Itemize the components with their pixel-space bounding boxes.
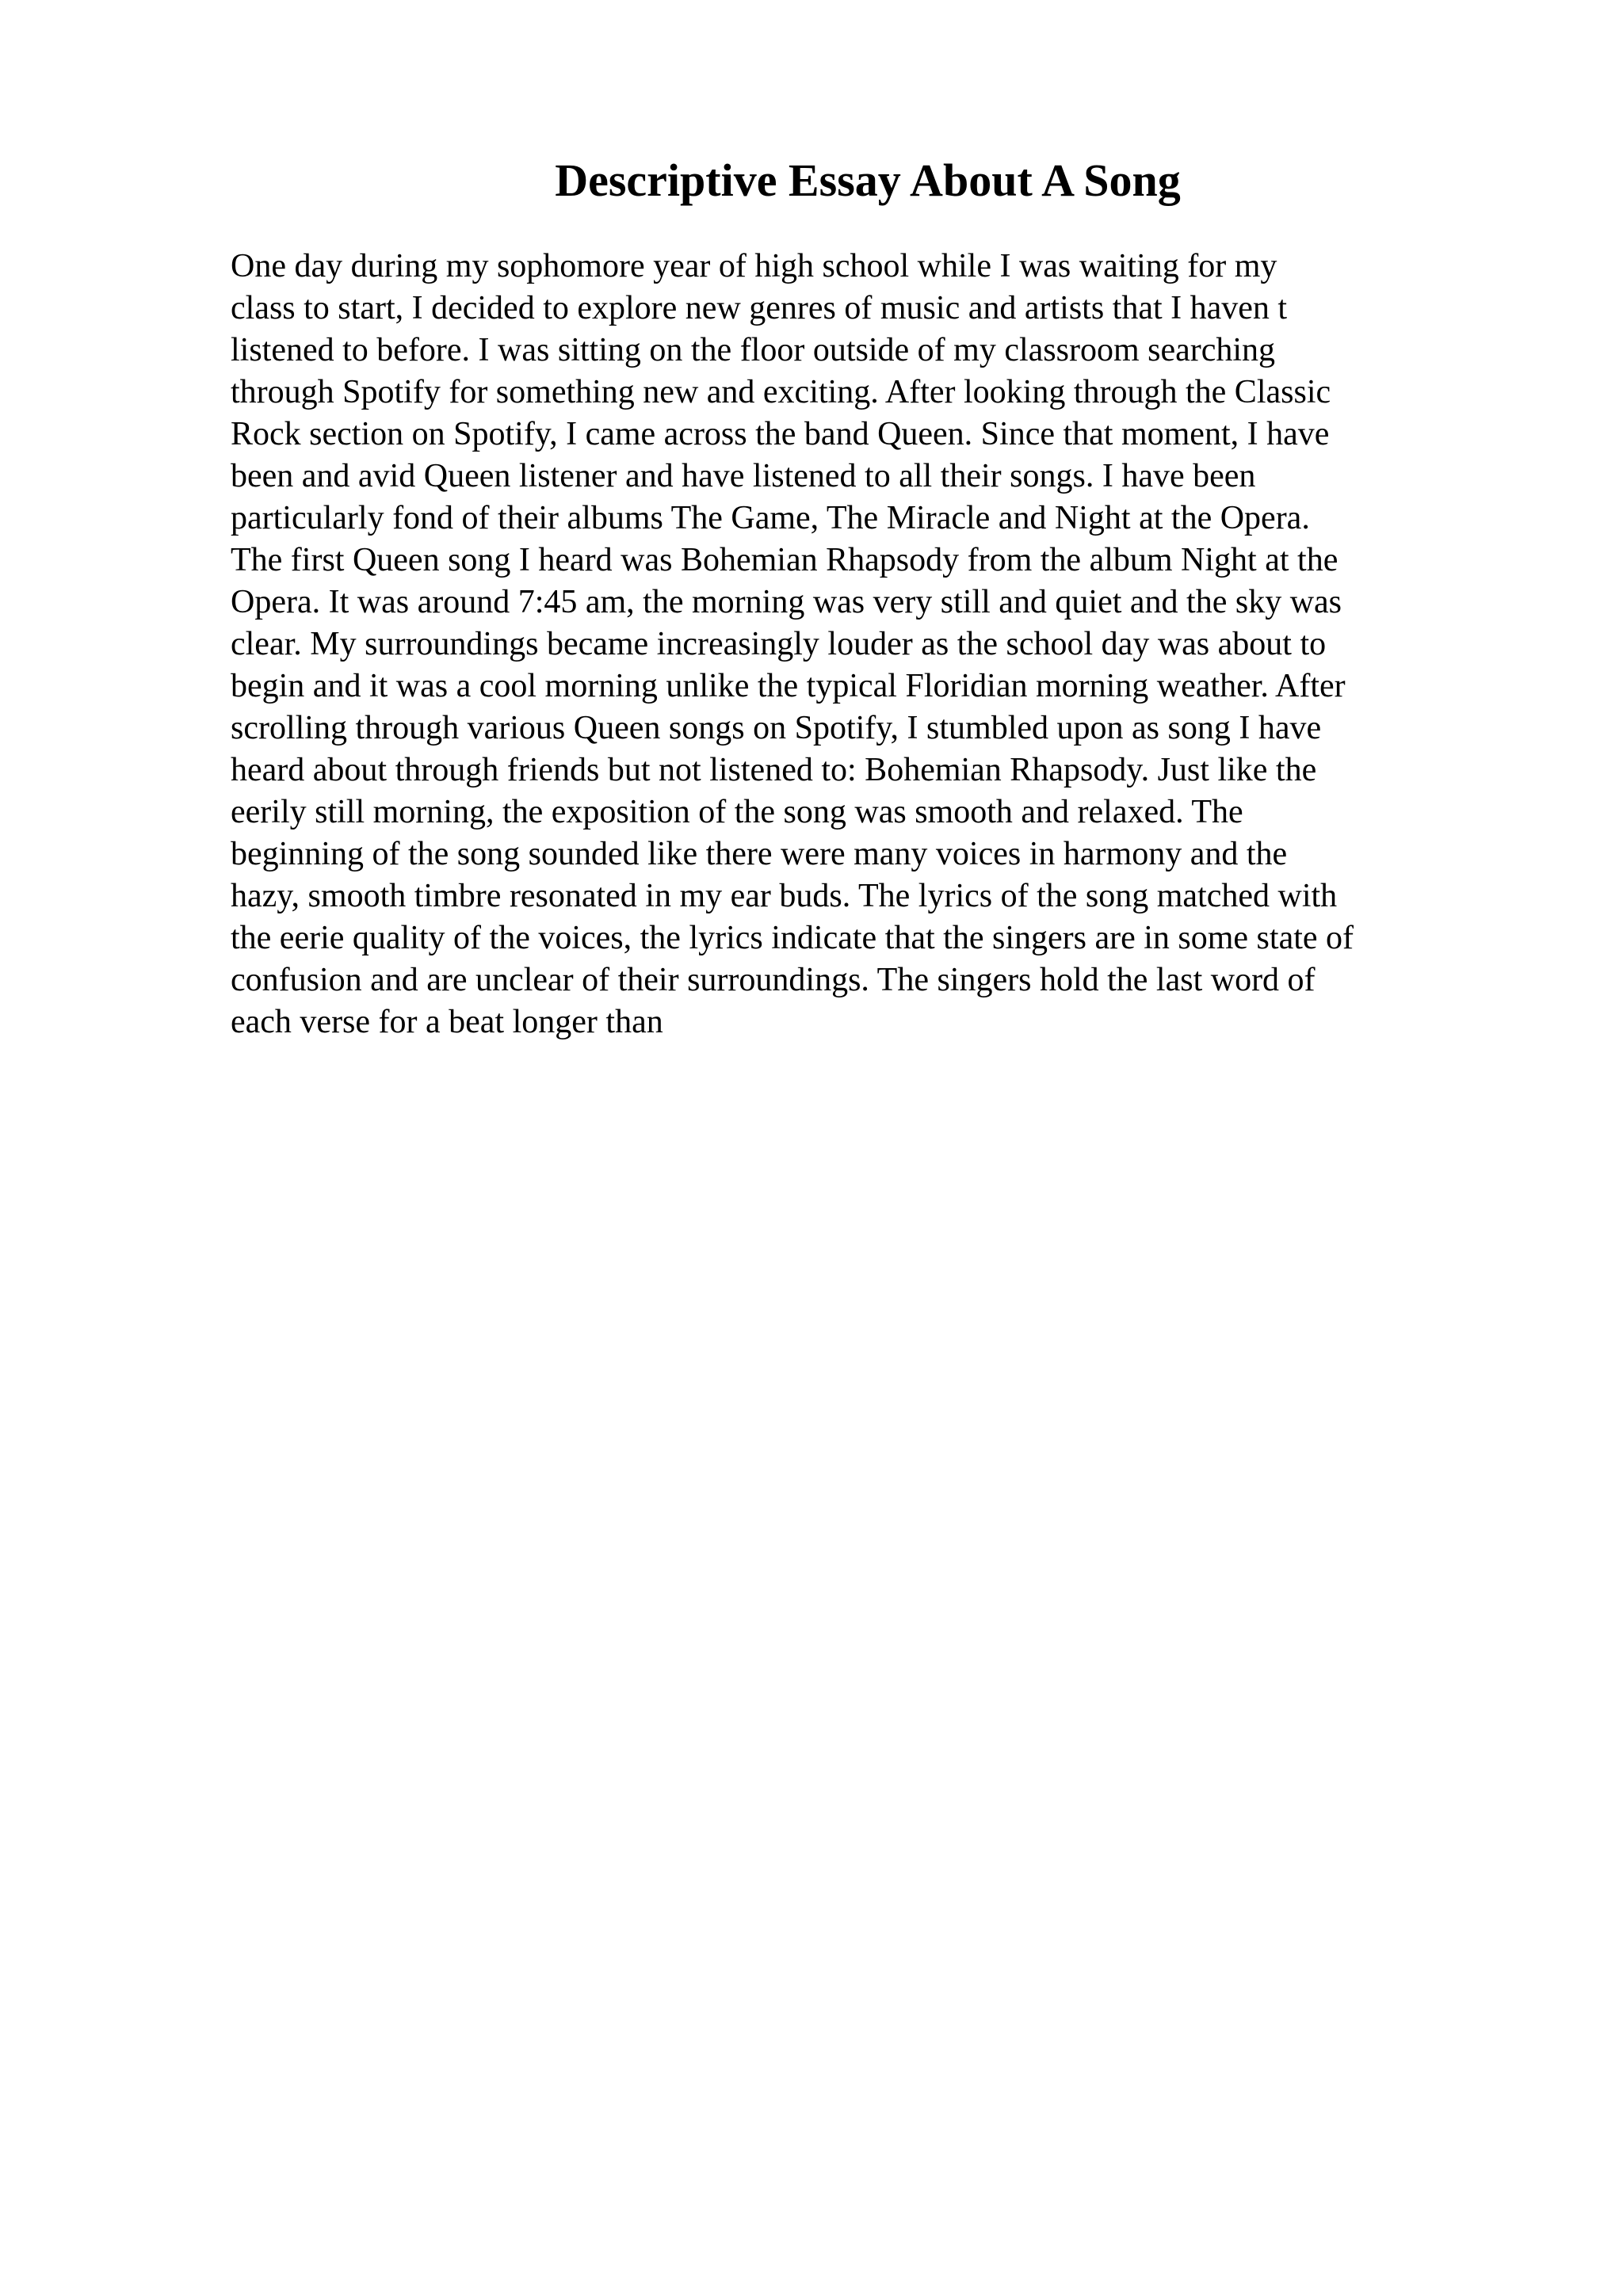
essay-line: One day during my sophomore year of high school while I was waiting for my [231, 248, 1277, 284]
essay-line: heard about through friends but not listened to: Bohemian Rhapsody. Just like the [231, 752, 1317, 788]
essay-line: scrolling through various Queen songs on Spotify, I stumbled upon as song I have [231, 710, 1322, 746]
essay-line: Opera. It was around 7:45 am, the morning was very still and quiet and the sky was [231, 584, 1342, 620]
essay-line: begin and it was a cool morning unlike the typical Floridian morning weather. After [231, 668, 1346, 704]
essay-line: class to start, I decided to explore new genres of music and artists that I haven t [231, 290, 1288, 326]
essay-line: particularly fond of their albums The Game, The Miracle and Night at the Opera. [231, 500, 1310, 536]
essay-body [231, 246, 1530, 1043]
essay-title: Descriptive Essay About A Song [555, 154, 1181, 206]
essay-line: beginning of the song sounded like there were many voices in harmony and the [231, 836, 1288, 872]
essay-line: each verse for a beat longer than [231, 1004, 663, 1040]
essay-line: clear. My surroundings became increasingly louder as the school day was about to [231, 626, 1327, 662]
essay-line: the eerie quality of the voices, the lyrics indicate that the singers are in some state of [231, 920, 1354, 956]
essay-line: Rock section on Spotify, I came across the band Queen. Since that moment, I have [231, 416, 1330, 452]
essay-line: through Spotify for something new and exciting. After looking through the Classic [231, 374, 1331, 410]
essay-line: listened to before. I was sitting on the floor outside of my classroom searching [231, 332, 1276, 368]
essay-line: eerily still morning, the exposition of the song was smooth and relaxed. The [231, 794, 1243, 830]
essay-line: confusion and are unclear of their surroundings. The singers hold the last word of [231, 962, 1316, 998]
essay-line: hazy, smooth timbre resonated in my ear buds. The lyrics of the song matched with [231, 878, 1338, 914]
essay-line: The first Queen song I heard was Bohemian Rhapsody from the album Night at the [231, 542, 1338, 578]
essay-line: been and avid Queen listener and have listened to all their songs. I have been [231, 458, 1256, 494]
